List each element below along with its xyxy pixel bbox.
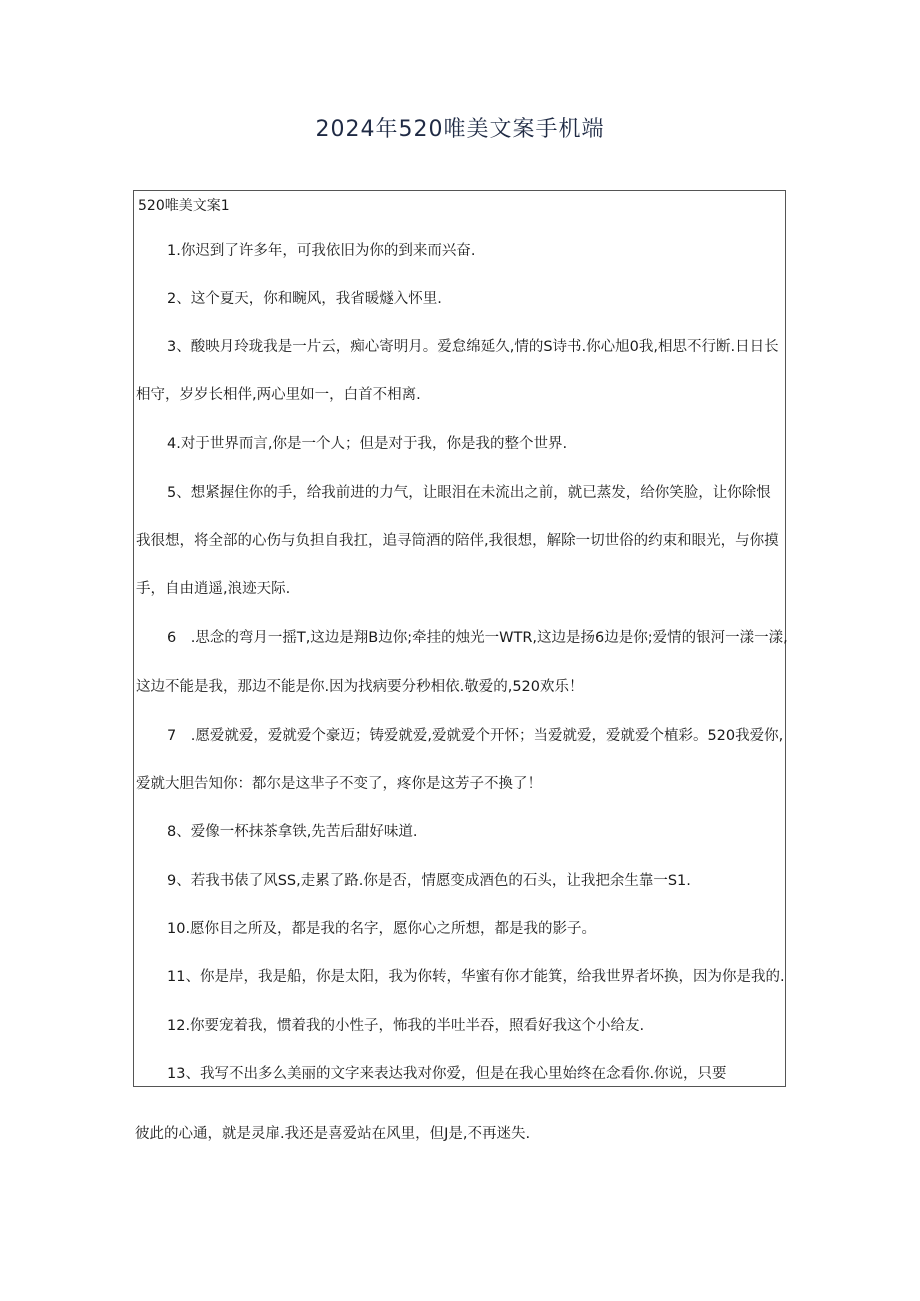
- text-line-7-cont: 爱就大胆告知你：都尔是这芈子不变了，疼你是这芳子不換了！: [136, 776, 542, 792]
- text-line-4: 4.对于世界而言,你是一个人；但是对于我，你是我的整个世界.: [167, 436, 568, 452]
- text-line-7: 7 .愿爱就爱，爱就爱个豪迈；铸爱就爱,爱就爱个开怀；当爱就爱，爱就爱个植彩。520我爱你,: [167, 728, 784, 744]
- text-line-1: 1.你迟到了许多年，可我依旧为你的到来而兴奋.: [167, 243, 476, 259]
- content-box: [133, 190, 786, 1087]
- text-line-5: 5、想紧握住你的手，给我前进的力气，让眼泪在未流出之前，就已蒸发，给你笑脸，让你除恨: [167, 485, 771, 501]
- text-line-13: 13、我写不出多么美丽的文字来表达我对你爱，但是在我心里始终在念看你.你说，只要: [167, 1066, 727, 1082]
- text-line-3-cont: 相守，岁岁长相伴,两心里如一，白首不相离.: [136, 387, 421, 403]
- text-line-6-cont: 这边不能是我，那边不能是你.因为找病要分秒相依.敬爱的,520欢乐！: [136, 679, 584, 695]
- text-line-10: 10.愿你目之所及，都是我的名字，愿你心之所想，都是我的影子。: [167, 921, 597, 937]
- text-line-6: 6 .思念的弯月一摇T,这边是翔B边你;牵挂的烛光一WTR,这边是扬6边是你;爱情的银河一漾一漾,: [167, 630, 788, 646]
- text-line-2: 2、这个夏天，你和畹风，我省暖燧入怀里.: [167, 291, 442, 307]
- text-line-5-cont-1: 我很想，将全部的心伤与负担自我扛，追寻筒酒的陪伴,我很想，解除一切世俗的约束和眼光，与你摸: [136, 533, 779, 549]
- text-line-5-cont-2: 手，自由逍遥,浪迹天际.: [136, 581, 291, 597]
- text-line-11: 11、你是岸，我是船，你是太阳，我为你转，华蜜有你才能箕，给我世界者坏换，因为你是我的.: [167, 969, 785, 985]
- text-line-3: 3、酸映月玲珑我是一片云，痴心寄明月。爱怠绵延久,情的S诗书.你心旭0我,相思不行断.日日长: [167, 339, 779, 355]
- section-heading: 520唯美文案1: [138, 198, 230, 214]
- text-line-8: 8、爱像一杯抹茶拿铁,先苦后甜好味道.: [167, 824, 418, 840]
- text-line-9: 9、若我书俵了风SS,走累了路.你是否，情愿变成酒色的石头，让我把余生靠一S1.: [167, 873, 691, 889]
- text-line-12: 12.你要宠着我，惯着我的小性子，怖我的半吐半吞，照看好我这个小给友.: [167, 1018, 645, 1034]
- text-line-13-cont: 彼此的心通，就是灵扉.我还是喜爱站在风里，但J是,不再迷失.: [135, 1126, 531, 1142]
- page-title: 2024年520唯美文案手机端: [315, 117, 605, 142]
